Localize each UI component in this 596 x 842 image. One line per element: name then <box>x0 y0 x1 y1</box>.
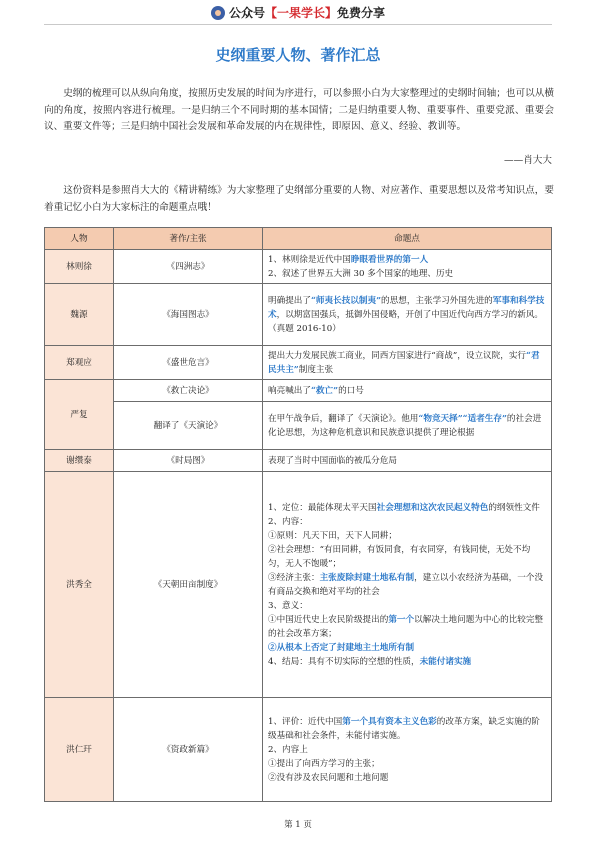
person-cell: 严复 <box>45 380 114 450</box>
text: ，建立以小农经济为基础，一个没有商品交换和绝对平均的社会 <box>268 572 544 597</box>
text: 1、评价：近代中国 <box>268 716 343 727</box>
text: 2、内容上 <box>268 744 308 755</box>
key-point: 社会理想和这次农民起义特色 <box>376 502 489 513</box>
table-row <box>45 380 552 402</box>
person-cell: 魏源 <box>45 284 114 346</box>
key-point: ②从根本上否定了封建地主土地所有制 <box>268 642 415 653</box>
text: 2、叙述了世界五大洲 30 多个国家的地理、历史 <box>268 268 454 279</box>
intro-paragraph: 史纲的梳理可以从纵向角度，按照历史发展的时间为序进行，可以参照小白为大家整理过的史纲时间轴；也可以从横向的角度，按照内容进行梳理。一是归纳三个不同时期的基本国情；二是归纳重要人物、重要事件、重要党派、重要会议、重要文件等；三是归纳中国社会发展和革命发展的内在规律性，即原因、意义、经验、教训等。 <box>44 88 554 132</box>
points-cell <box>263 250 552 284</box>
points-cell <box>263 698 552 802</box>
summary-table <box>44 227 552 802</box>
person-cell: 郑观应 <box>45 346 114 380</box>
points-cell: 表现了当时中国面临的被瓜分危局 <box>263 450 552 472</box>
key-point: 军事和科学技术 <box>268 295 545 320</box>
text: 提出大力发展民族工商业，同西方国家进行“商战”，设立议院，实行 <box>268 350 527 361</box>
table-row <box>45 284 552 346</box>
work-cell: 翻译了《天演论》 <box>114 402 263 450</box>
person-cell: 谢缵泰 <box>45 450 114 472</box>
header-divider <box>44 24 552 25</box>
table-row <box>45 402 552 450</box>
text: ①提出了向西方学习的主张； <box>268 758 380 769</box>
points-cell <box>263 284 552 346</box>
text: 1、定位：最能体现太平天国 <box>268 502 377 513</box>
points-cell <box>263 472 552 698</box>
work-cell: 《时局图》 <box>114 450 263 472</box>
points-cell <box>263 380 552 402</box>
text: 的改革方案，缺乏实施的阶级基础和社会条件，未能付诸实施。 <box>268 716 540 741</box>
work-cell: 《天朝田亩制度》 <box>114 472 263 698</box>
text: ①中国近代史上农民阶级提出的 <box>268 614 389 625</box>
table-row <box>45 250 552 284</box>
table-row <box>45 698 552 802</box>
header-banner <box>0 4 596 21</box>
text: 制度主张 <box>298 364 334 375</box>
header-suffix: 免费分享 <box>337 6 386 20</box>
intro-paragraph-2: 这份资料是参照肖大大的《精讲精练》为大家整理了史纲部分重要的人物、对应著作、重要思想以及常考知识点，要着重记忆小白为大家标注的命题重点哦！ <box>44 185 554 213</box>
text: 1、林则徐是近代中国 <box>268 254 351 265</box>
key-point: “救亡” <box>310 385 339 396</box>
table-row <box>45 450 552 472</box>
person-cell: 林则徐 <box>45 250 114 284</box>
text: 4、结局：具有不切实际的空想的性质， <box>268 656 420 667</box>
work-cell: 《四洲志》 <box>114 250 263 284</box>
text: ②社会理想：“有田同耕，有饭同食，有衣同穿，有钱同使，无处不均匀，无人不饱暖”； <box>268 544 531 569</box>
points-cell <box>263 346 552 380</box>
signature: ——肖大大 <box>504 155 552 166</box>
header-prefix: 公众号 <box>228 6 265 20</box>
text: 的社会进化论思想，为这种危机意识和民族意识提供了理论根据 <box>268 413 542 438</box>
text: ③经济主张： <box>268 572 320 583</box>
text: 3、意义： <box>268 600 308 611</box>
text: 的口号 <box>338 385 364 396</box>
work-cell: 《救亡决论》 <box>114 380 263 402</box>
page-number: 第 1 页 <box>284 820 312 830</box>
work-cell: 《海国图志》 <box>114 284 263 346</box>
text: 2、内容： <box>268 516 308 527</box>
text: 的思想，主张学习外国先进的 <box>381 295 493 306</box>
text: 明确提出了 <box>268 295 311 306</box>
key-point: “师夷长技以制夷” <box>310 295 382 306</box>
person-cell: 洪秀全 <box>45 472 114 698</box>
header-person: 人物 <box>45 228 114 250</box>
person-cell: 洪仁玕 <box>45 698 114 802</box>
header-work: 著作/主张 <box>114 228 263 250</box>
text: ，以期富国强兵，抵御外国侵略，开创了中国近代向西方学习的新风。（真题 2016-10） <box>268 309 544 334</box>
table-row <box>45 346 552 380</box>
work-cell: 《盛世危言》 <box>114 346 263 380</box>
points-cell <box>263 402 552 450</box>
text: 在甲午战争后，翻译了《天演论》。他用 <box>268 413 419 424</box>
key-point: 主张废除封建土地私有制 <box>319 572 415 583</box>
avatar-icon <box>211 6 225 20</box>
key-point: 第一个具有资本主义色彩 <box>342 716 437 727</box>
table-header-row <box>45 228 552 250</box>
text: ②没有涉及农民问题和土地问题 <box>268 772 389 783</box>
key-point: “君民共主” <box>268 350 540 375</box>
header-points: 命题点 <box>263 228 552 250</box>
header-brand: 【一果学长】 <box>264 6 337 20</box>
work-cell: 《资政新篇》 <box>114 698 263 802</box>
text: 响亮喊出了 <box>268 385 311 396</box>
key-point: 睁眼看世界的第一人 <box>350 254 429 265</box>
table-row <box>45 472 552 698</box>
key-point: “物竞天择”“适者生存” <box>418 413 507 424</box>
key-point: 未能付诸实施 <box>419 656 472 667</box>
text: 以解决土地问题为中心的比较完整的社会改革方案； <box>268 614 544 639</box>
key-point: 第一个 <box>388 614 415 625</box>
page-title: 史纲重要人物、著作汇总 <box>215 46 381 64</box>
text: ①原则：凡天下田，天下人同耕； <box>268 530 397 541</box>
text: 的纲领性文件 <box>488 502 540 513</box>
